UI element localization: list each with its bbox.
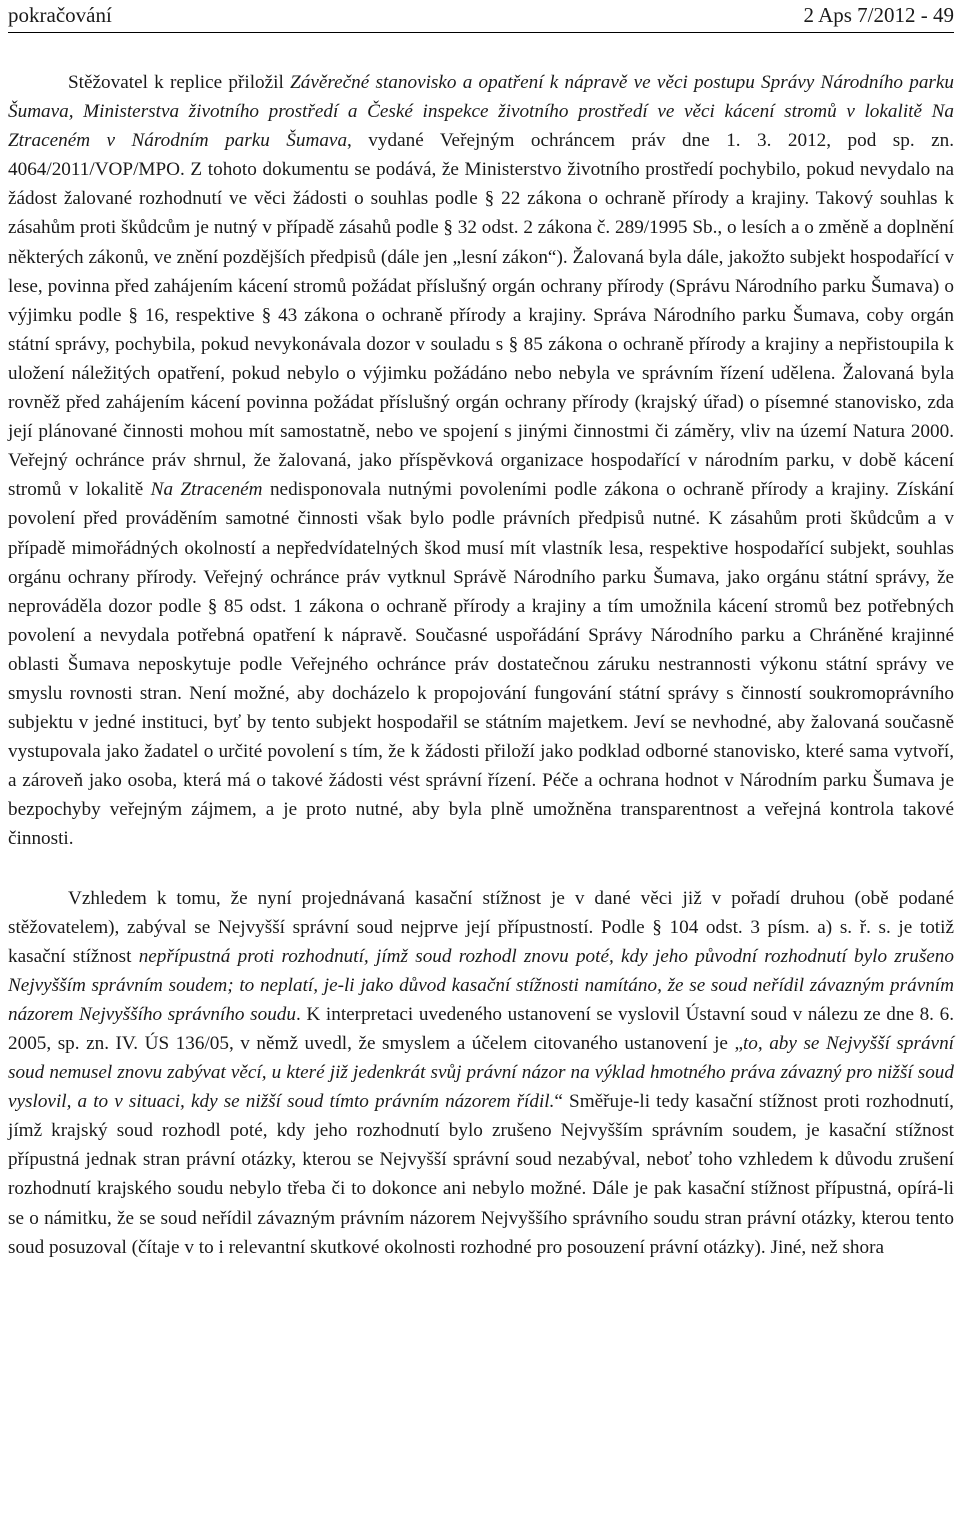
paragraph-admissibility xyxy=(8,884,954,1262)
paragraph-text: Stěžovatel k replice přiložil xyxy=(68,72,291,93)
paragraph-replica-attachment xyxy=(8,68,954,854)
paragraph-text: “ Směřuje-li tedy kasační stížnost proti rozhodnutí, jímž krajský soud rozhodl poté, kdy jeho rozhodnutí bylo zrušeno Nejvyšším správním soudem, je kasační stížnost přípustná jednak stran právní otázky, kterou se Nejvyšší správní soud nezabýval, neboť toho vzhledem k důvodu zrušení rozhodnutí krajského soudu nebylo třeba či to dokonce ani nebylo možné. Dále je pak kasační stížnost přípustná, opírá-li se o námitku, že se soud neřídil závazným právním názorem Nejvyššího správního soudu stran právní otázky, kterou tento soud posuzoval (čítaje v to i relevantní skutkové okolnosti rozhodné pro posouzení právní otázky). Jiné, než shora xyxy=(8,1091,954,1258)
paragraph-text: Vzhledem k tomu, že nyní projednávaná kasační stížnost je v dané věci již v pořadí druhou (obě podané stěžovatelem), zabýval se Nejvyšší správní soud nejprve její přípustností. Podle § 104 odst. 3 písm. a) s. ř. s. je totiž kasační stížnost xyxy=(8,887,954,967)
paragraph-text: . K interpretaci uvedeného ustanovení se vyslovil Ústavní soud v nálezu ze dne 8. 6. 2005, sp. zn. IV. ÚS 136/05, v němž uvedl, že smyslem a účelem citovaného ustanovení je „ xyxy=(8,1003,954,1054)
running-header xyxy=(8,0,954,33)
document-body xyxy=(8,68,954,1262)
header-case-number: 2 Aps 7/2012 - 49 xyxy=(803,3,954,27)
document-title-italic: Závěrečné stanovisko a opatření k nápravě ve věci postupu Správy Národního parku Šumava, Ministerstva životního prostředí a České inspekce životního prostředí ve věci kácení stromů v lokalitě Na Ztraceném v Národním parku Šumava xyxy=(8,72,955,152)
locality-name-italic: Na Ztraceném xyxy=(150,479,263,501)
header-continuation-label: pokračování xyxy=(8,3,112,27)
paragraph-text: , vydané Veřejným ochráncem práv dne 1. 3. 2012, pod sp. zn. 4064/2011/VOP/MPO. Z tohoto dokumentu se podává, že Ministerstvo životního prostředí pochybilo, pokud nevydalo na žádost žalované rozhodnutí ve věci žádosti o souhlas podle § 22 zákona o ochraně přírody a krajiny. Takový souhlas k zásahům proti škůdcům je nutný v případě zásahů podle § 32 odst. 2 zákona č. 289/1995 Sb., o lesích a o změně a doplnění některých zákonů, ve znění pozdějších předpisů (dále jen „lesní zákon“). Žalovaná byla dále, jakožto subjekt hospodařící v lese, povinna před zahájením kácení stromů požádat příslušný orgán ochrany přírody (Správu Národního parku Šumava) o výjimku podle § 16, respektive § 43 zákona o ochraně přírody a krajiny. Správa Národního parku Šumava, coby orgán státní správy, pochybila, pokud nevykonávala dozor v souladu s § 85 zákona o ochraně přírody a krajiny a nepřistoupila k uložení náležitých opatření, pokud nebylo o výjimku požádáno nebo nebyla ve správním řízení udělena. Žalovaná byla rovněž před zahájením kácení povinna požádat příslušný orgán ochrany přírody (krajský úřad) o písemné stanovisko, zda její plánované činnosti mohou mít samostatně, nebo ve spojení s jinými činnostmi či záměry, vliv na území Natura 2000. Veřejný ochránce práv shrnul, že žalovaná, jako příspěvková organizace hospodařící v národním parku, v době kácení stromů v lokalitě xyxy=(8,130,954,501)
court-quote-italic: to, aby se Nejvyšší správní soud nemusel znovu zabývat věcí, u které již jedenkrát svůj právní názor na výklad hmotného práva závazný pro nižší soud vyslovil, a to v situaci, kdy se nižší soud tímto právním názorem řídil. xyxy=(8,1033,954,1113)
paragraph-text: nedisponovala nutnými povoleními podle zákona o ochraně přírody a krajiny. Získání povolení před prováděním samotné činnosti však bylo podle právních předpisů nutné. K zásahům proti škůdcům a v případě mimořádných okolností a nepředvídatelných škod musí mít vlastník lesa, respektive hospodařící subjekt, souhlas orgánu ochrany přírody. Veřejný ochránce práv vytknul Správě Národního parku Šumava, jako orgánu státní správy, že neprováděla dozor podle § 85 odst. 1 zákona o ochraně přírody a krajiny a tím umožnila kácení stromů bez potřebných povolení a nevydala potřebná opatření k nápravě. Současné uspořádání Správy Národního parku a Chráněné krajinné oblasti Šumava neposkytuje podle Veřejného ochránce práv dostatečnou záruku nestrannosti výkonu státní správy ve smyslu rovnosti stran. Není možné, aby docházelo k propojování fungování státní správy s činností soukromoprávního subjektu v jedné instituci, byť by tento subjekt hospodařil se státním majetkem. Jeví se nevhodné, aby žalovaná současně vystupovala jako žadatel o určité povolení s tím, že k žádosti přiloží jako podklad odborné stanovisko, které sama vytvoří, a zároveň jako osoba, která má o takové žádosti vést správní řízení. Péče a ochrana hodnot v Národním parku Šumava je bezpochyby veřejným zájmem, a je proto nutné, aby byla plně umožněna transparentnost a veřejná kontrola takové činnosti. xyxy=(8,479,954,850)
statute-quote-italic: nepřípustná proti rozhodnutí, jímž soud rozhodl znovu poté, kdy jeho původní rozhodnutí bylo zrušeno Nejvyšším správním soudem; to neplatí, je-li jako důvod kasační stížnosti namítáno, že se soud neřídil závazným právním názorem Nejvyššího správního soudu xyxy=(8,945,954,1025)
